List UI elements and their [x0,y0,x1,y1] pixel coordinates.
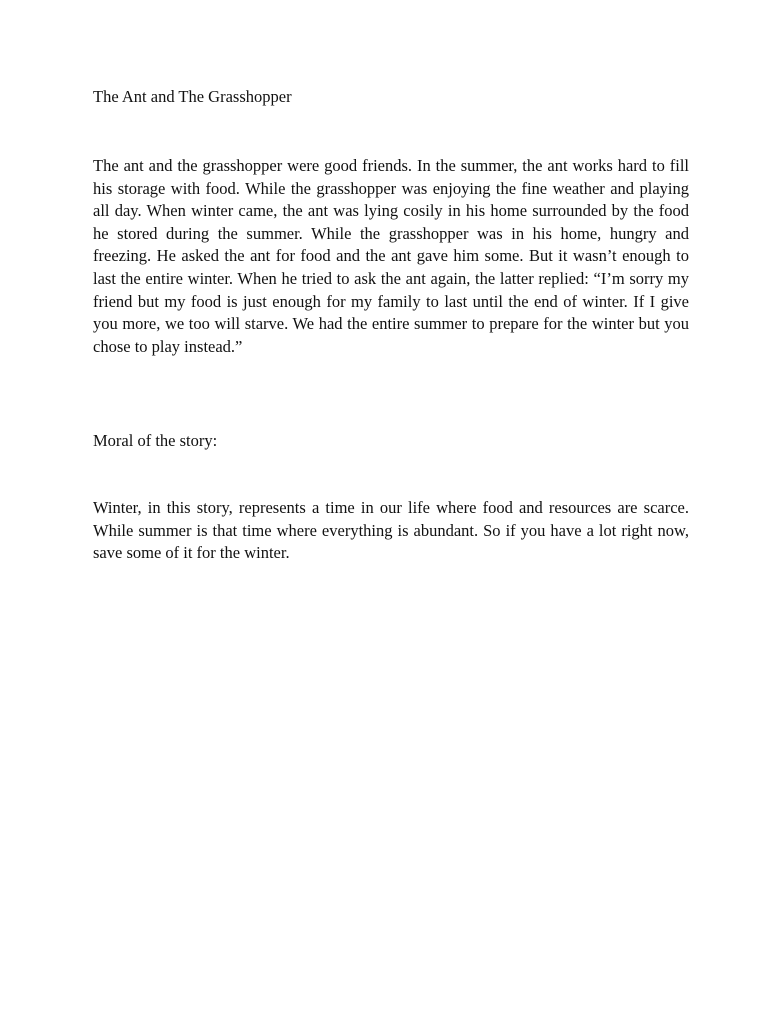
story-paragraph: The ant and the grasshopper were good friends. In the summer, the ant works hard to fill his storage with food. While the grasshopper was enjoying the fine weather and playing all day. When winter came, the ant was lying cosily in his home surrounded by the food he stored during the summer. While the grasshopper was in his home, hungry and freezing. He asked the ant for food and the ant gave him some. But it wasn’t enough to last the entire winter. When he tried to ask the ant again, the latter replied: “I’m sorry my friend but my food is just enough for my family to last until the end of winter. If I give you more, we too will starve. We had the entire summer to prepare for the winter but you chose to play instead.” [93,156,689,356]
moral-paragraph: Winter, in this story, represents a time in our life where food and resources are scarce. While summer is that time where everything is abundant. So if you have a lot right now, save some of it for the winter. [93,498,689,563]
moral-heading: Moral of the story: [93,431,218,450]
document-title: The Ant and The Grasshopper [93,87,292,106]
